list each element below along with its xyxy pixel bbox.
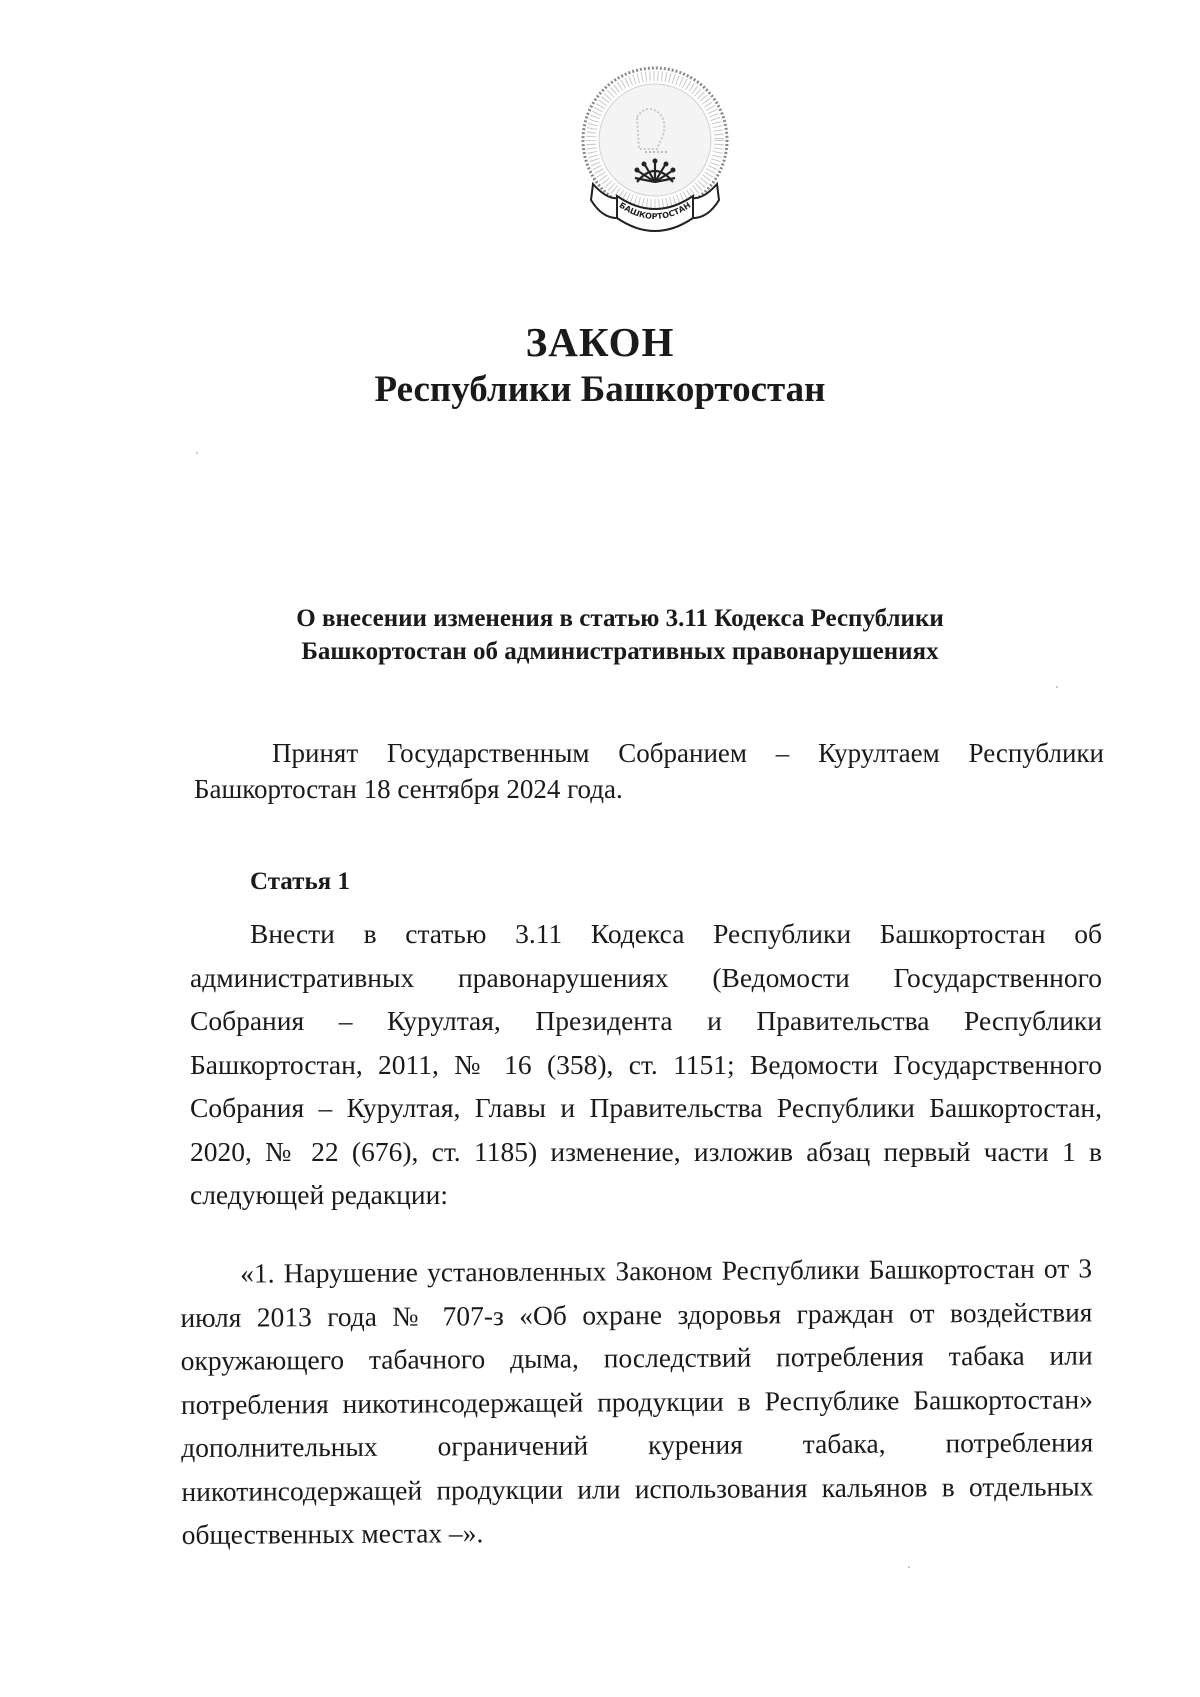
scan-speck [908,1566,910,1568]
subject-line-2: Башкортостан об административных правонарушениях [301,638,939,665]
adoption-statement: Принят Государственным Собранием – Курултаем Республики Башкортостан 18 сентября 2024 года. [194,738,1104,804]
article-paragraph-2: «1. Нарушение установленных Законом Республики Башкортостан от 3 июля 2013 года № 707-з «Об охране здоровья граждан от воздействия окружающего табачного дыма, последствий потребления табака или потребления никотинсодержащей продукции в Республике Башкортостан» дополнительных ограничений курения табака, потребления никотинсодержащей продукции или использования кальянов в отдельных общественных местах –». [180,1252,1094,1550]
subject-line-1: О внесении изменения в статью 3.11 Кодекса Республики [296,605,944,632]
article-title: Статья 1 [250,868,350,895]
scan-speck [196,452,198,454]
ribbon-text: БАШКОРТОСТАН [617,200,693,222]
law-title: ЗАКОН [525,319,675,365]
law-subject [200,602,1040,668]
article-paragraph-1: Внести в статью 3.11 Кодекса Республики Башкортостан об административных правонарушениях (Ведомости Государственного Собрания – Курултая, Президента и Правительства Республики Башкортостан, 2011, № 16 (358), ст. 1151; Ведомости Государственного Собрания – Курултая, Главы и Правительства Республики Башкортостан, 2020, № 22 (676), ст. 1185) изменение, изложив абзац первый части 1 в следующей редакции: [190,918,1102,1210]
coat-of-arms-icon [575,62,745,252]
scan-speck [1056,686,1058,688]
law-subtitle: Республики Башкортостан [374,369,826,410]
